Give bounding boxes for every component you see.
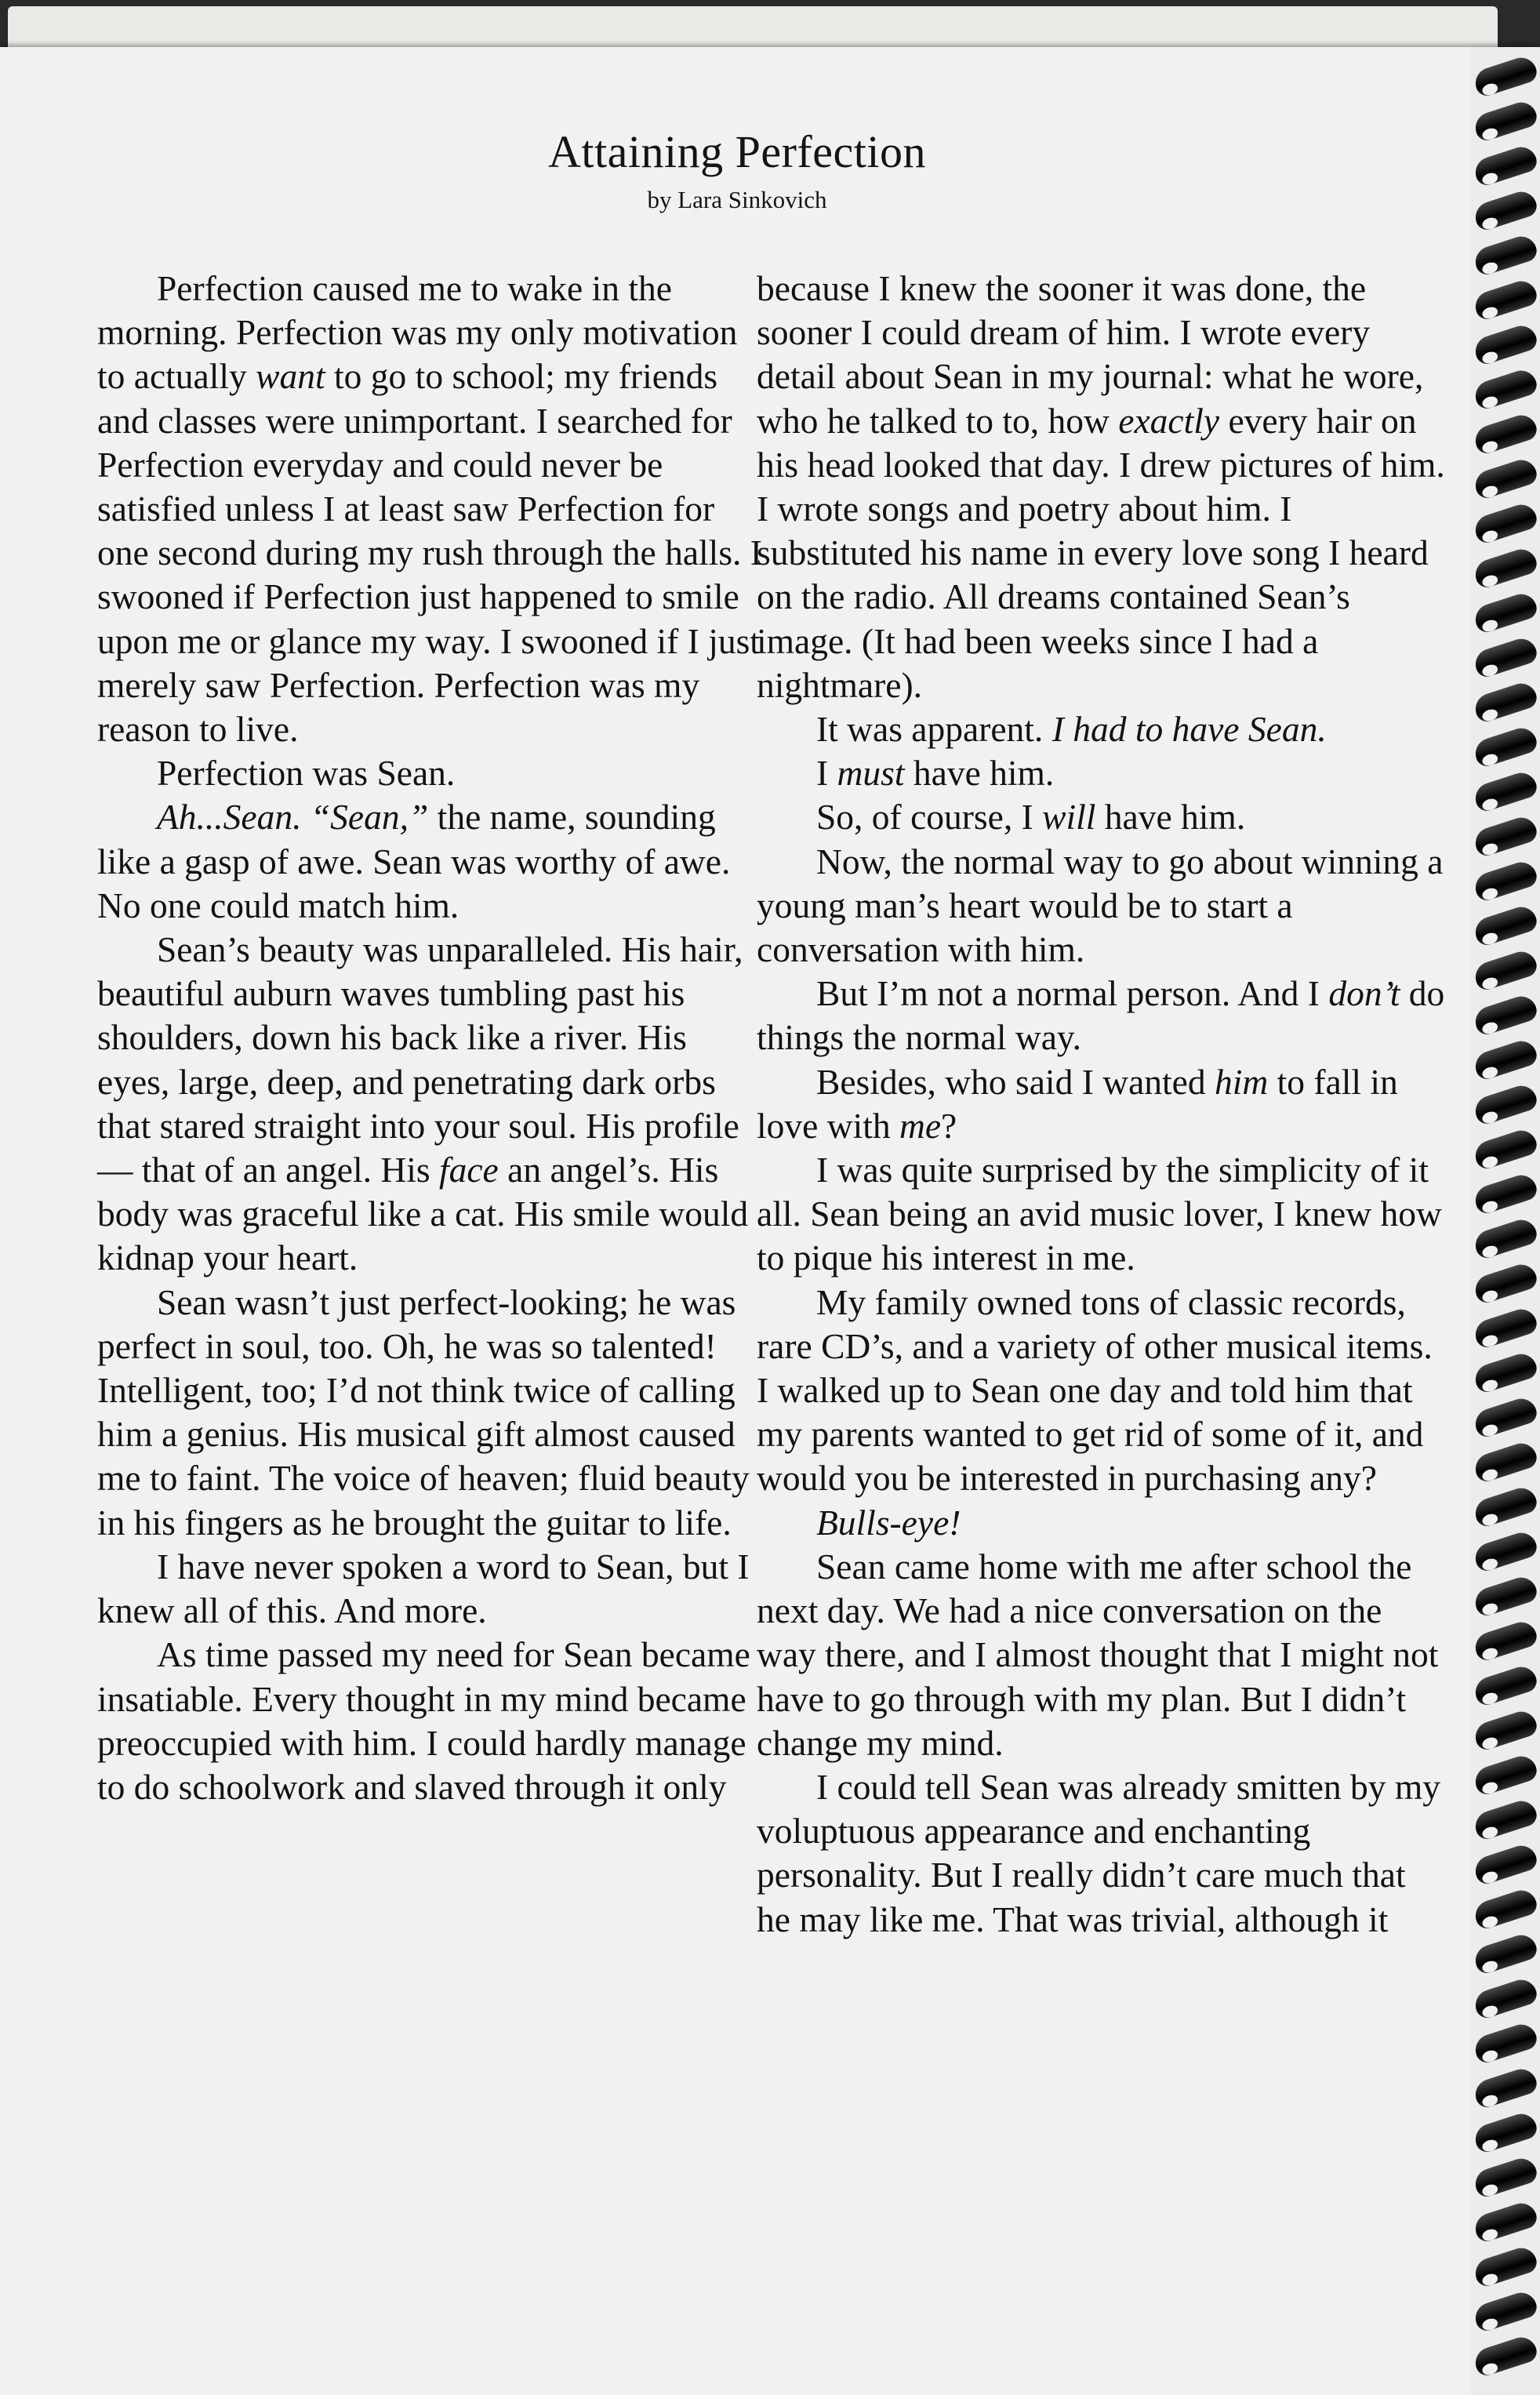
paragraph: Perfection caused me to wake in the morning. Perfection was my only motivation to actually want to go to school; my friends and classes were unimportant. I searched for Perfection everyday and could never be satisfied unless I at least saw Perfection for one second during my rush through the halls. I swooned if Perfection just happened to smile upon me or glance my way. I swooned if I just merely saw Perfection. Perfection was my reason to live.: [97, 268, 762, 750]
binding-coil: [1472, 1618, 1540, 1663]
binding-coil: [1472, 1484, 1540, 1528]
spiral-binding: [1469, 47, 1540, 2395]
paragraph: Besides, who said I wanted him to fall in love with me?: [757, 1061, 1398, 1146]
binding-coil: [1472, 2288, 1540, 2333]
binding-coil: [1472, 1841, 1540, 1886]
binding-coil: [1472, 456, 1540, 500]
binding-coil: [1472, 903, 1540, 947]
binding-coil: [1472, 545, 1540, 590]
binding-coil: [1472, 187, 1540, 232]
paragraph: Sean wasn’t just perfect-looking; he was perfect in soul, too. Oh, he was so talented! Intelligent, too; I’d not think twice of calling him a genius. His musical gift almost caused me to faint. The voice of heaven; fluid beauty in his fingers as he brought the guitar to life.: [97, 1281, 750, 1543]
binding-coil: [1472, 2020, 1540, 2065]
paragraph: I have never spoken a word to Sean, but I knew all of this. And more.: [97, 1546, 750, 1631]
story-title: Attaining Perfection: [548, 126, 926, 177]
binding-coil: [1472, 2333, 1540, 2378]
paragraph: So, of course, I will have him.: [816, 797, 1246, 838]
binding-coil: [1472, 634, 1540, 679]
binding-coil: [1472, 947, 1540, 992]
binding-coil: [1472, 366, 1540, 411]
binding-coil: [1472, 1081, 1540, 1126]
paragraph: I was quite surprised by the simplicity of it all. Sean being an avid music lover, I knew how to pique his interest in me.: [757, 1150, 1442, 1278]
paragraph: Bulls-eye!: [816, 1502, 961, 1543]
binding-coil: [1472, 2244, 1540, 2288]
binding-coil: [1472, 500, 1540, 545]
binding-coil: [1472, 1439, 1540, 1484]
binding-coil: [1472, 1260, 1540, 1305]
binding-coil: [1472, 769, 1540, 813]
binding-coil: [1472, 2199, 1540, 2244]
binding-coil: [1472, 1350, 1540, 1394]
binding-coil: [1472, 1752, 1540, 1797]
binding-coil: [1472, 1305, 1540, 1350]
binding-coil: [1472, 53, 1540, 98]
binding-coil: [1472, 858, 1540, 903]
paragraph: As time passed my need for Sean became insatiable. Every thought in my mind became preoccupied with him. I could hardly manage to do schoolwork and slaved through it only: [97, 1634, 750, 1807]
binding-coil: [1472, 1573, 1540, 1618]
binding-coil: [1472, 1216, 1540, 1260]
binding-coil: [1472, 1663, 1540, 1707]
binding-coil: [1472, 98, 1540, 143]
binding-coil: [1472, 322, 1540, 366]
binding-coil: [1472, 277, 1540, 322]
right-text-column: [757, 267, 1447, 1942]
left-text-column: [97, 267, 768, 1809]
binding-coil: [1472, 2065, 1540, 2110]
binding-coil: [1472, 1797, 1540, 1841]
binding-coil: [1472, 1707, 1540, 1752]
paragraph: Now, the normal way to go about winning a young man’s heart would be to start a conversation with him.: [757, 841, 1444, 970]
binding-coil: [1472, 679, 1540, 724]
paragraph: Perfection was Sean.: [157, 753, 456, 794]
binding-coil: [1472, 1528, 1540, 1573]
paragraph: It was apparent. I had to have Sean.: [816, 709, 1327, 750]
paragraph: My family owned tons of classic records, rare CD’s, and a variety of other musical items. I walked up to Sean one day and told him that my parents wanted to get rid of some of it, and would you be interested in purchasing any?: [757, 1281, 1433, 1499]
binding-coil: [1472, 1975, 1540, 2020]
binding-coil: [1472, 1171, 1540, 1216]
binding-coil: [1472, 992, 1540, 1037]
binding-coil: [1472, 2154, 1540, 2199]
paragraph: I must have him.: [816, 753, 1055, 794]
binding-coil: [1472, 724, 1540, 769]
binding-coil: [1472, 143, 1540, 187]
paragraph: I could tell Sean was already smitten by my voluptuous appearance and enchanting personality. But I really didn’t care much that he may like me. That was trivial, although it: [757, 1766, 1441, 1939]
binding-coil: [1472, 813, 1540, 858]
story-header: [0, 125, 1474, 214]
paragraph: Ah...Sean. “Sean,” the name, sounding like a gasp of awe. Sean was worthy of awe. No one could match him.: [97, 797, 731, 925]
binding-coil: [1472, 1886, 1540, 1931]
paragraph: because I knew the sooner it was done, the sooner I could dream of him. I wrote every detail about Sean in my journal: what he wore, who he talked to to, how exactly every hair on his head looked that day. I drew pictures of him. I wrote songs and poetry about him. I substituted his name in every love song I heard on the radio. All dreams contained Sean’s image. (It had been weeks since I had a nightmare).: [757, 268, 1445, 705]
binding-coil: [1472, 1931, 1540, 1975]
paragraph: But I’m not a normal person. And I don’t do things the normal way.: [757, 973, 1445, 1058]
binding-coil: [1472, 411, 1540, 456]
binding-coil: [1472, 1126, 1540, 1171]
binding-coil: [1472, 1037, 1540, 1081]
story-byline: by Lara Sinkovich: [647, 186, 827, 213]
binding-coil: [1472, 2110, 1540, 2154]
binding-coil: [1472, 1394, 1540, 1439]
binding-coil: [1472, 232, 1540, 277]
paragraph: Sean came home with me after school the next day. We had a nice conversation on the way there, and I almost thought that I might not have to go through with my plan. But I didn’t change my mind.: [757, 1546, 1439, 1763]
paragraph: Sean’s beauty was unparalleled. His hair, beautiful auburn waves tumbling past his shoulders, down his back like a river. His eyes, large, deep, and penetrating dark orbs that stared straight into your soul. His profile — that of an angel. His face an angel’s. His body was graceful like a cat. His smile would kidnap your heart.: [97, 929, 749, 1278]
binding-coil: [1472, 590, 1540, 634]
